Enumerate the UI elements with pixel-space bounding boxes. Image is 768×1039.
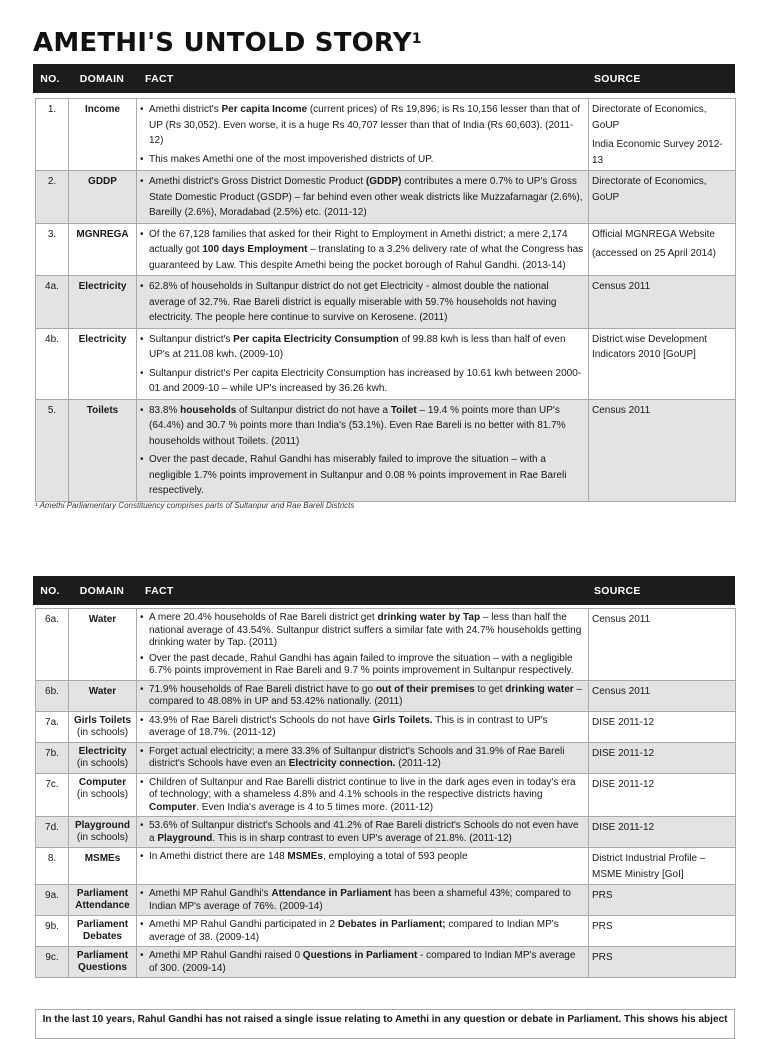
row-fact (137, 680, 589, 711)
row-fact (137, 742, 589, 773)
fact-emphasis: MSMEs (287, 851, 323, 862)
fact-list (140, 820, 585, 845)
row-fact (137, 947, 589, 978)
fact-item (140, 777, 585, 815)
fact-emphasis: Girls Toilets. (372, 714, 433, 726)
fact-text: 71.9% households of Rae Bareli district have to go (149, 683, 376, 695)
domain-sublabel: (in schools) (76, 757, 129, 769)
fact-text: This is in contrast to UP's average of 18.7%. (2011-12) (149, 714, 548, 738)
row-number: 3. (36, 223, 69, 276)
fact-text: (current prices) of Rs 19,896; is Rs 10,156 lesser than that of UP (Rs 30,052). Even worse, it is a huge Rs 40,707 lesser than that of India (Rs 60,603). (2011-12) (149, 104, 580, 146)
facts-table-1 (35, 98, 736, 502)
row-source (589, 711, 736, 742)
fact-text: has been a shameful 43%; compared to Indian MP's average of 76%. (2009-14) (149, 888, 571, 912)
domain-sublabel: (in schools) (76, 832, 129, 843)
domain-sublabel: (in schools) (76, 726, 129, 738)
source-line: DISE 2011-12 (592, 716, 655, 728)
row-number: 7a. (36, 711, 69, 742)
row-fact (137, 328, 589, 399)
fact-text: of 99.88 kwh is less than half of even UP's at 211.08 kwh. (2009-10) (149, 333, 566, 360)
table-header-2 (33, 576, 735, 605)
row-source (589, 223, 736, 276)
row-fact (137, 916, 589, 947)
fact-item (140, 888, 585, 913)
fact-list (140, 950, 585, 975)
domain-label: Income (84, 104, 120, 115)
fact-item (140, 227, 585, 274)
row-domain (69, 848, 137, 885)
row-fact (137, 99, 589, 171)
domain-sublabel: (in schools) (76, 788, 129, 800)
fact-item (140, 746, 585, 771)
header-fact: FACT (145, 72, 174, 85)
table-row (36, 223, 736, 276)
fact-text: This makes Amethi one of the most impoverished districts of UP. (149, 153, 434, 165)
source-line: Official MGNREGA Website (592, 228, 715, 240)
source-line: Directorate of Economics, GoUP (592, 176, 707, 203)
table-row (36, 848, 736, 885)
fact-item (140, 684, 585, 709)
header-domain: DOMAIN (79, 584, 125, 597)
fact-text: contributes a mere 0.7% to UP's Gross State Domestic Product (GSDP) – far behind even other weak districts like Muzzafarnagar (2.6%), Bareilly (2.6%), Moradabad (2.5%) etc. (2011-12) (149, 176, 583, 218)
domain-label: Toilets (86, 404, 119, 416)
source-line: (accessed on 25 April 2014) (592, 248, 716, 259)
row-fact (137, 171, 589, 224)
fact-text: - compared to Indian MP's average of 300. (2009-14) (149, 950, 576, 974)
row-source (589, 916, 736, 947)
row-domain (69, 817, 137, 848)
table-row (36, 947, 736, 978)
fact-list (140, 851, 585, 864)
source-line: Census 2011 (592, 685, 651, 697)
table-row (36, 99, 736, 171)
fact-list (140, 715, 585, 740)
fact-emphasis: Toilet (390, 404, 417, 416)
table-row (36, 916, 736, 947)
row-source (589, 947, 736, 978)
fact-item (140, 452, 585, 499)
fact-text: 53.6% of Sultanpur district's Schools and 41.2% of Rae Bareli district's Schools do not even have a (149, 820, 579, 844)
fact-item (140, 612, 585, 650)
row-fact (137, 711, 589, 742)
header-fact: FACT (145, 584, 174, 597)
fact-list (140, 174, 585, 221)
domain-label: MSMEs (84, 853, 121, 864)
fact-emphasis: Playground (157, 832, 213, 844)
row-number: 4a. (36, 276, 69, 329)
fact-text: – less than half the national average of 43.54%. Sultanpur district suffers a similar fate with 24.7% households getting drinking water by Tap. (2011) (149, 612, 582, 648)
fact-emphasis: (GDDP) (365, 176, 402, 187)
fact-emphasis: Computer (149, 801, 197, 813)
row-domain (69, 680, 137, 711)
fact-list (140, 684, 585, 709)
fact-item (140, 403, 585, 450)
fact-text: compared to Indian MP's average of 38. (2009-14) (149, 919, 559, 943)
fact-text: . Even India's average is 4 to 5 times more. (2011-12) (196, 801, 434, 813)
fact-item (140, 653, 585, 678)
table-row (36, 711, 736, 742)
header-source: SOURCE (594, 584, 641, 597)
fact-list (140, 746, 585, 771)
row-source (589, 276, 736, 329)
conclusion-note: In the last 10 years, Rahul Gandhi has not raised a single issue relating to Amethi in any question or debate in Parliament. This shows his abject (35, 1009, 735, 1039)
fact-text: – translating to a 3.2% delivery rate of what the Congress has guaranteed by Law. This despite Amethi being the pocket borough of Rahul Gandhi. (2013-14) (149, 244, 584, 271)
fact-text: to get (474, 683, 506, 695)
fact-item (140, 102, 585, 149)
fact-emphasis: 100 days Employment (202, 244, 308, 255)
fact-text: of Sultanpur district do not have a (236, 404, 391, 416)
table-header-1 (33, 64, 735, 93)
table-row (36, 680, 736, 711)
fact-emphasis: drinking water (505, 683, 574, 695)
fact-text: Amethi MP Rahul Gandhi's (149, 888, 272, 899)
fact-text: 62.8% of households in Sultanpur district do not get Electricity - almost double the national average of 32.7%. Rae Bareli district is equally miserable with 59.7% households not having electricity. The people here continue to survive on Kerosene. (2011) (149, 281, 557, 323)
header-no: NO. (40, 72, 60, 85)
header-domain: DOMAIN (79, 72, 125, 85)
row-number: 6a. (36, 609, 69, 681)
row-fact (137, 609, 589, 681)
table-row (36, 773, 736, 817)
fact-list (140, 612, 585, 678)
row-domain (69, 773, 137, 817)
title-footnote-mark: 1 (411, 31, 422, 48)
fact-text: , employing a total of 593 people (322, 851, 468, 862)
fact-item (140, 332, 585, 363)
row-domain (69, 885, 137, 916)
fact-item (140, 851, 585, 864)
table-row (36, 817, 736, 848)
fact-text: (2011-12) (395, 758, 441, 769)
source-line: PRS (592, 952, 613, 963)
row-fact (137, 773, 589, 817)
fact-text: 83.8% (149, 404, 181, 416)
fact-text: In Amethi district there are 148 (149, 851, 288, 862)
source-line: DISE 2011-12 (592, 747, 655, 759)
fact-text: Children of Sultanpur and Rae Barelli district continue to live in the dark ages even in today's era of technology; with a shameless 4.8% and 4.1% schools in the respective districts having (149, 776, 576, 800)
row-domain (69, 609, 137, 681)
row-fact (137, 817, 589, 848)
table-row (36, 399, 736, 501)
table-row (36, 742, 736, 773)
fact-item (140, 820, 585, 845)
row-domain (69, 947, 137, 978)
row-source (589, 848, 736, 885)
fact-list (140, 102, 585, 167)
fact-text: Amethi MP Rahul Gandhi raised 0 (149, 950, 303, 961)
fact-emphasis: out of their premises (375, 683, 475, 695)
row-domain (69, 742, 137, 773)
fact-text: Amethi district's Gross District Domestic Product (149, 176, 366, 187)
row-number: 4b. (36, 328, 69, 399)
fact-text: – 19.4 % points more than UP's (64.4%) and 30.7 % points more than India's (53.1%). Even Rae Bareli is no better with 81.7% households without Toilets. (2011) (149, 404, 566, 447)
row-number: 9a. (36, 885, 69, 916)
row-fact (137, 399, 589, 501)
domain-label: Parliament Attendance (75, 888, 130, 911)
fact-text: Of the 67,128 families that asked for their Right to Employment in Amethi district; a mere 2,174 actually got (149, 228, 568, 255)
fact-text: Amethi district's (149, 104, 222, 115)
fact-item (140, 919, 585, 944)
row-number: 1. (36, 99, 69, 171)
row-source (589, 609, 736, 681)
row-fact (137, 885, 589, 916)
row-domain (69, 276, 137, 329)
row-source (589, 171, 736, 224)
row-fact (137, 276, 589, 329)
source-line: District Industrial Profile – MSME Ministry [GoI] (592, 853, 706, 880)
source-line: Census 2011 (592, 614, 651, 625)
domain-label: MGNREGA (76, 228, 129, 240)
row-number: 2. (36, 171, 69, 224)
fact-emphasis: Questions in Parliament (302, 950, 418, 961)
row-fact (137, 848, 589, 885)
fact-list (140, 777, 585, 815)
fact-text: Sultanpur district's Per capita Electricity Consumption has increased by 10.61 kwh between 2000-01 and 2009-10 – while UP's increased by 36.26 kwh. (149, 367, 582, 394)
row-source (589, 399, 736, 501)
fact-emphasis: Debates in Parliament; (337, 919, 446, 930)
fact-text: . This is in sharp contrast to even UP's average of 21.8%. (2011-12) (212, 832, 512, 844)
row-number: 5. (36, 399, 69, 501)
fact-item (140, 715, 585, 740)
source-line: DISE 2011-12 (592, 778, 655, 790)
row-source (589, 742, 736, 773)
source-line: DISE 2011-12 (592, 822, 655, 833)
source-line: PRS (592, 890, 613, 901)
domain-label: Parliament Debates (76, 919, 129, 942)
row-source (589, 328, 736, 399)
fact-text: Amethi MP Rahul Gandhi participated in 2 (149, 919, 338, 930)
fact-text: Over the past decade, Rahul Gandhi has again failed to improve the situation – with a negligible 6.7% points improvement in Rae Bareli and 9.7 % points improvement in Sultanpur respectively. (149, 652, 574, 676)
row-domain (69, 711, 137, 742)
row-domain (69, 328, 137, 399)
table-row (36, 276, 736, 329)
fact-item (140, 366, 585, 397)
source-line: PRS (592, 921, 613, 932)
fact-item (140, 152, 585, 168)
fact-emphasis: Electricity connection. (288, 758, 396, 769)
row-source (589, 885, 736, 916)
fact-emphasis: Attendance in Parliament (271, 888, 392, 899)
row-fact (137, 223, 589, 276)
domain-label: Electricity (78, 281, 127, 292)
facts-table-2 (35, 608, 736, 978)
row-source (589, 817, 736, 848)
domain-label: Electricity (78, 333, 127, 345)
domain-label: GDDP (88, 176, 117, 187)
table-row (36, 885, 736, 916)
fact-list (140, 919, 585, 944)
domain-label: Computer (78, 776, 127, 788)
fact-item (140, 279, 585, 326)
source-line: Directorate of Economics, GoUP (592, 104, 707, 131)
row-domain (69, 223, 137, 276)
fact-text: Sultanpur district's (149, 333, 234, 345)
row-domain (69, 171, 137, 224)
document-title (33, 28, 422, 58)
fact-list (140, 279, 585, 326)
fact-text: Forget actual electricity; a mere 33.3% of Sultanpur district's Schools and 31.9% of Rae Bareli district's Schools have even an (149, 745, 565, 769)
row-number: 7d. (36, 817, 69, 848)
row-domain (69, 99, 137, 171)
domain-label: Girls Toilets (73, 714, 132, 726)
header-no: NO. (40, 584, 60, 597)
fact-text: Over the past decade, Rahul Gandhi has miserably failed to improve the situation – with a negligible 1.7% points improvement in Sultanpur and 0.08 % points improvement in Rae Bareli respectively. (149, 454, 567, 496)
row-domain (69, 399, 137, 501)
fact-text: 43.9% of Rae Bareli district's Schools do not have (149, 714, 373, 726)
fact-item (140, 950, 585, 975)
header-source: SOURCE (594, 72, 641, 85)
row-source (589, 680, 736, 711)
row-number: 9b. (36, 916, 69, 947)
table-row (36, 171, 736, 224)
table-row (36, 328, 736, 399)
domain-label: Playground (74, 820, 130, 831)
row-number: 9c. (36, 947, 69, 978)
row-domain (69, 916, 137, 947)
row-source (589, 773, 736, 817)
domain-label: Water (88, 614, 117, 625)
row-number: 8. (36, 848, 69, 885)
domain-label: Electricity (78, 745, 127, 757)
domain-label: Parliament Questions (76, 950, 129, 973)
source-line: Census 2011 (592, 404, 651, 416)
fact-emphasis: Per capita Income (221, 104, 308, 115)
domain-label: Water (88, 685, 117, 697)
fact-text: A mere 20.4% households of Rae Bareli district get (149, 612, 378, 623)
fact-emphasis: Per capita Electricity Consumption (233, 333, 399, 345)
table-row (36, 609, 736, 681)
fact-emphasis: households (180, 404, 237, 416)
row-number: 6b. (36, 680, 69, 711)
fact-list (140, 227, 585, 274)
fact-list (140, 332, 585, 397)
title-text: AMETHI'S UNTOLD STORY (33, 28, 412, 58)
fact-text: – compared to 48.08% in UP and 53.42% nationally. (2011) (149, 683, 582, 707)
source-line: District wise Development Indicators 2010 [GoUP] (592, 333, 708, 360)
source-line: Census 2011 (592, 281, 651, 292)
row-source (589, 99, 736, 171)
fact-list (140, 403, 585, 499)
source-line: India Economic Survey 2012-13 (592, 139, 723, 166)
fact-list (140, 888, 585, 913)
fact-item (140, 174, 585, 221)
row-number: 7c. (36, 773, 69, 817)
fact-emphasis: drinking water by Tap (377, 612, 481, 623)
footnote: ¹ Amethi Parliamentary Constituency comprises parts of Sultanpur and Rae Bareli Districts (35, 501, 355, 510)
row-number: 7b. (36, 742, 69, 773)
